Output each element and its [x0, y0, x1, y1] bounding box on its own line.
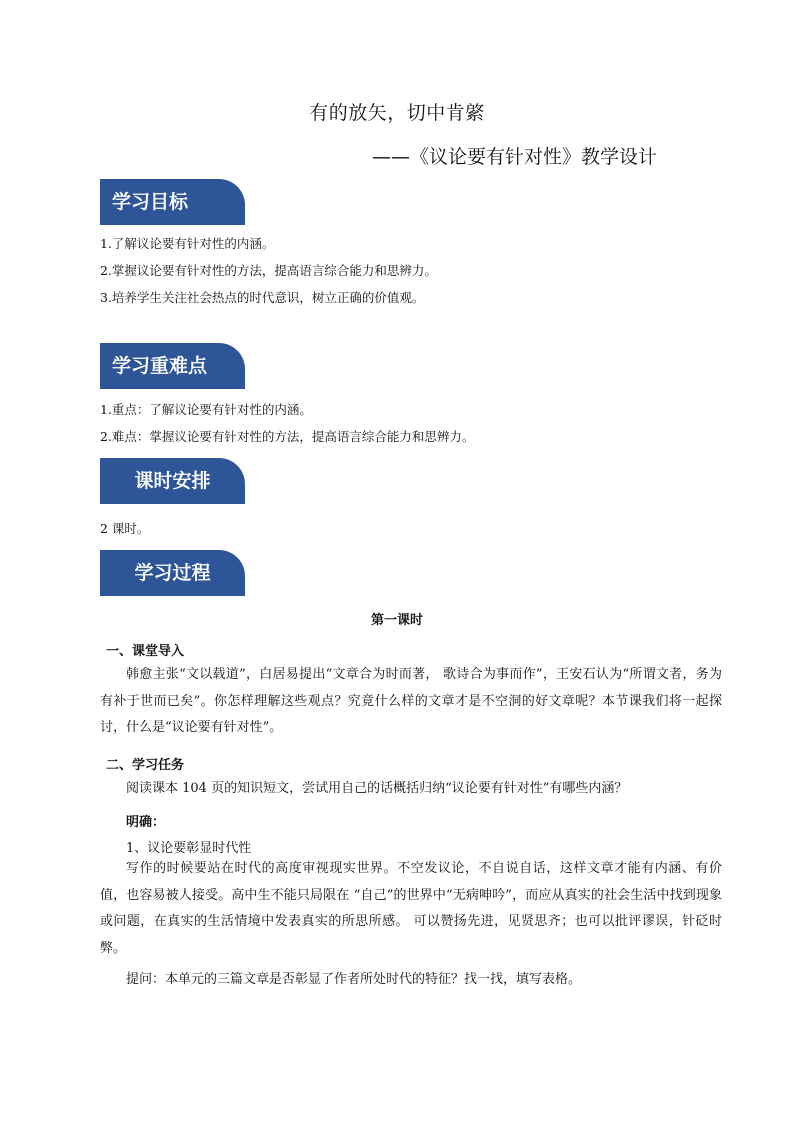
section-header-schedule: 课时安排 [100, 458, 245, 504]
clarify-label: 明确： [126, 815, 166, 830]
question-paragraph: 提问：本单元的三篇文章是否彰显了作者所处时代的特征？找一找，填写表格。 [126, 972, 582, 987]
part1-paragraph: 韩愈主张“文以载道”，白居易提出“文章合为时而著， 歌诗合为事而作”，王安石认为“所谓文者，务为有补于世而已矣”。你怎样理解这些观点？究竟什么样的文章才是不空洞的好文章呢？本节课我们将一起探讨，什么是“议论要有针对性”。 [100, 667, 722, 735]
section-header-process: 学习过程 [100, 550, 245, 596]
key-point-item-2: 2.难点：掌握议论要有针对性的方法，提高语言综合能力和思辨力。 [100, 429, 475, 444]
document-title: 有的放矢，切中肯綮 [309, 102, 485, 124]
section-header-key-points: 学习重难点 [100, 343, 245, 389]
part1-heading: 一、课堂导入 [106, 644, 185, 659]
point1-title: 1、议论要彰显时代性 [126, 841, 252, 856]
goal-item-1: 1.了解议论要有针对性的内涵。 [100, 236, 275, 251]
part2-heading: 二、学习任务 [106, 758, 185, 773]
point1-paragraph: 写作的时候要站在时代的高度审视现实世界。不空发议论，不自说自话，这样文章才能有内涵、有价值，也容易被人接受。高中生不能只局限在 “自己”的世界中“无病呻吟”，而应从真实的社会生活中找到现象或问题，在真实的生活情境中发表真实的所思所感。 可以赞扬先进，见贤思齐；也可以批评谬误，针砭时弊。 [100, 861, 722, 956]
section-header-goals: 学习目标 [100, 179, 245, 225]
key-point-item-1: 1.重点：了解议论要有针对性的内涵。 [100, 402, 312, 417]
goal-item-2: 2.掌握议论要有针对性的方法，提高语言综合能力和思辨力。 [100, 263, 437, 278]
schedule-text: 2 课时。 [100, 521, 150, 536]
document-subtitle: ——《议论要有针对性》教学设计 [372, 146, 658, 168]
part2-paragraph: 阅读课本 104 页的知识短文，尝试用自己的话概括归纳“议论要有针对性”有哪些内涵？ [126, 781, 628, 796]
goal-item-3: 3.培养学生关注社会热点的时代意识，树立正确的价值观。 [100, 290, 425, 305]
lesson-title: 第一课时 [370, 613, 423, 628]
